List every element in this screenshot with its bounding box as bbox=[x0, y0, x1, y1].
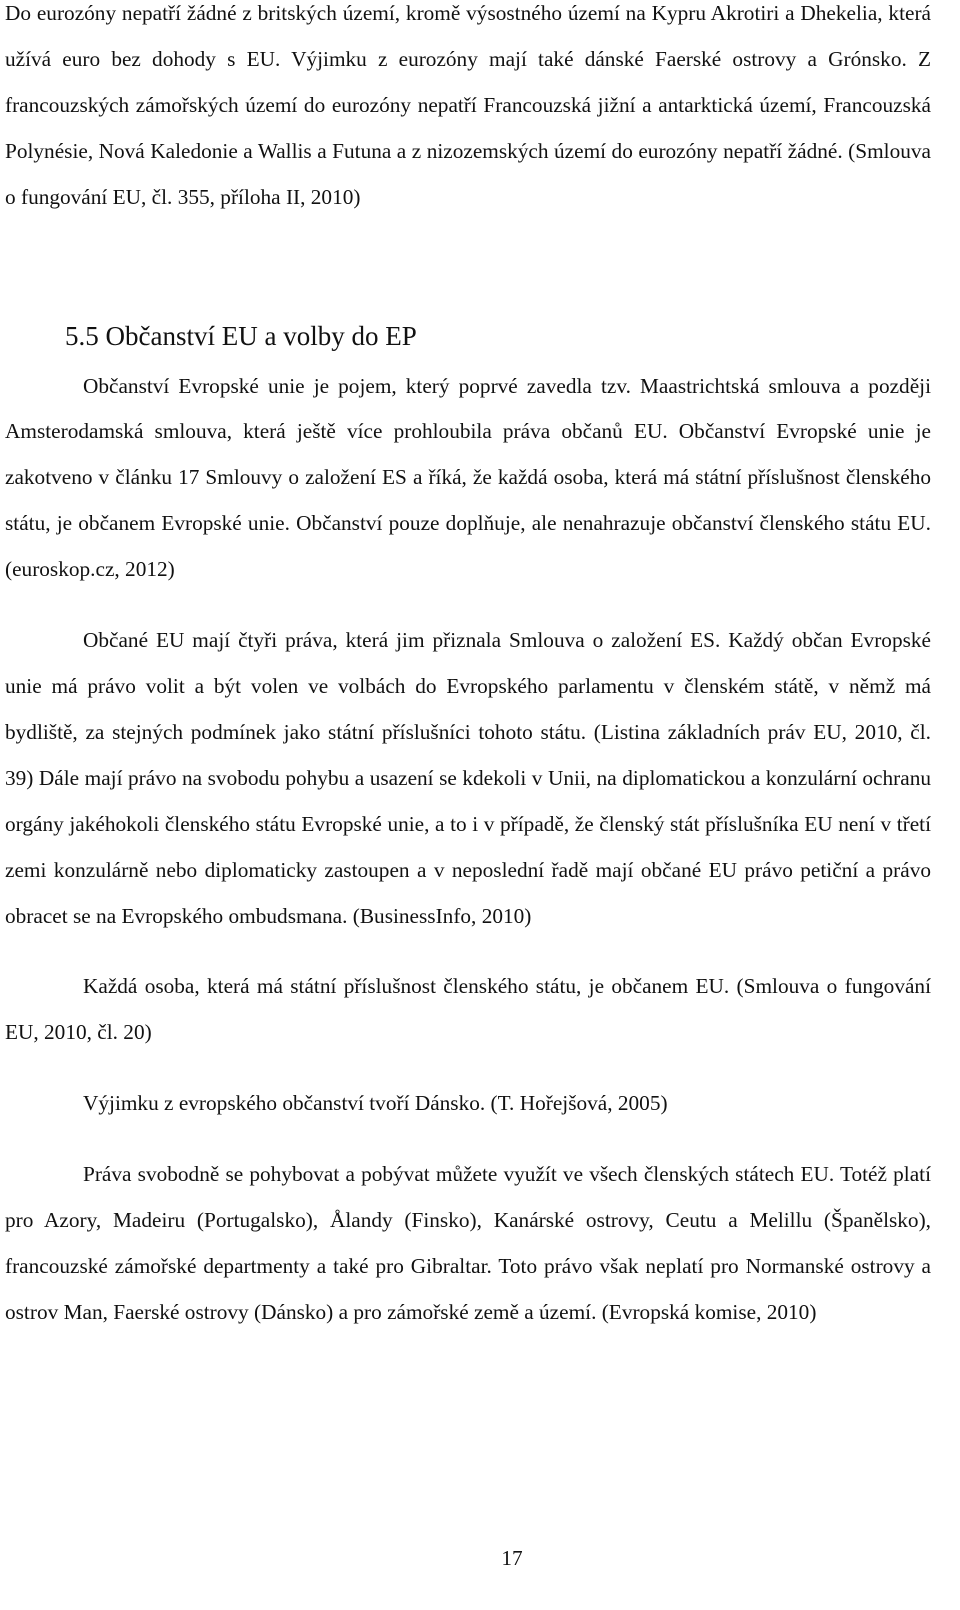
paragraph-citizen-rights: Občané EU mají čtyři práva, která jim přiznala Smlouva o založení ES. Každý občan Evropské unie má právo volit a být volen ve volbách do Evropského parlamentu v členském státě, v němž má bydliště, za stejných podmínek jako státní příslušníci tohoto státu. (Listina základních práv EU, 2010, čl. 39) Dále mají právo na svobodu pohybu a usazení se kdekoli v Unii, na diplomatickou a konzulární ochranu orgány jakéhokoli členského státu Evropské unie, a to i v případě, že členský stát příslušníka EU není v třetí zemi konzulárně nebo diplomaticky zastoupen a v neposlední řadě mají občané EU právo petiční a právo obracet se na Evropského ombudsmana. (BusinessInfo, 2010) bbox=[5, 628, 931, 928]
paragraph-eurozone-territories: Do eurozóny nepatří žádné z britských území, kromě výsostného území na Kypru Akrotiri a Dhekelia, která užívá euro bez dohody s EU. Výjimku z eurozóny mají také dánské Faerské ostrovy a Grónsko. Z francouzských zámořských území do eurozóny nepatří Francouzská jižní a antarktická území, Francouzská Polynésie, Nová Kaledonie a Wallis a Futuna a z nizozemských území do eurozóny nepatří žádné. (Smlouva o fungování EU, čl. 355, příloha II, 2010) bbox=[5, 1, 931, 209]
paragraph-eu-citizenship: Občanství Evropské unie je pojem, který poprvé zavedla tzv. Maastrichtská smlouva a později Amsterodamská smlouva, která ještě více prohloubila práva občanů EU. Občanství Evropské unie je zakotveno v článku 17 Smlouvy o založení ES a říká, že každá osoba, která má státní příslušnost členského státu, je občanem Evropské unie. Občanství pouze doplňuje, ale nenahrazuje občanství členského státu EU. (euroskop.cz, 2012) bbox=[5, 373, 931, 582]
paragraph-citizenship-definition: Každá osoba, která má státní příslušnost členského státu, je občanem EU. (Smlouva o fungování EU, 2010, čl. 20) bbox=[5, 974, 931, 1045]
section-heading: 5.5 Občanství EU a volby do EP bbox=[65, 320, 417, 351]
page-number: 17 bbox=[501, 1546, 523, 1570]
paragraph-free-movement: Práva svobodně se pohybovat a pobývat můžete využít ve všech členských státech EU. Totéž platí pro Azory, Madeiru (Portugalsko), Ålandy (Finsko), Kanárské ostrovy, Ceutu a Melillu (Španělsko), francouzské zámořské departmenty a také pro Gibraltar. Toto právo však neplatí pro Normanské ostrovy a ostrov Man, Faerské ostrovy (Dánsko) a pro zámořské země a území. (Evropská komise, 2010) bbox=[5, 1162, 931, 1324]
document-page bbox=[5, 0, 931, 1336]
paragraph-denmark-exception: Výjimku z evropského občanství tvoří Dánsko. (T. Hořejšová, 2005) bbox=[83, 1091, 668, 1116]
